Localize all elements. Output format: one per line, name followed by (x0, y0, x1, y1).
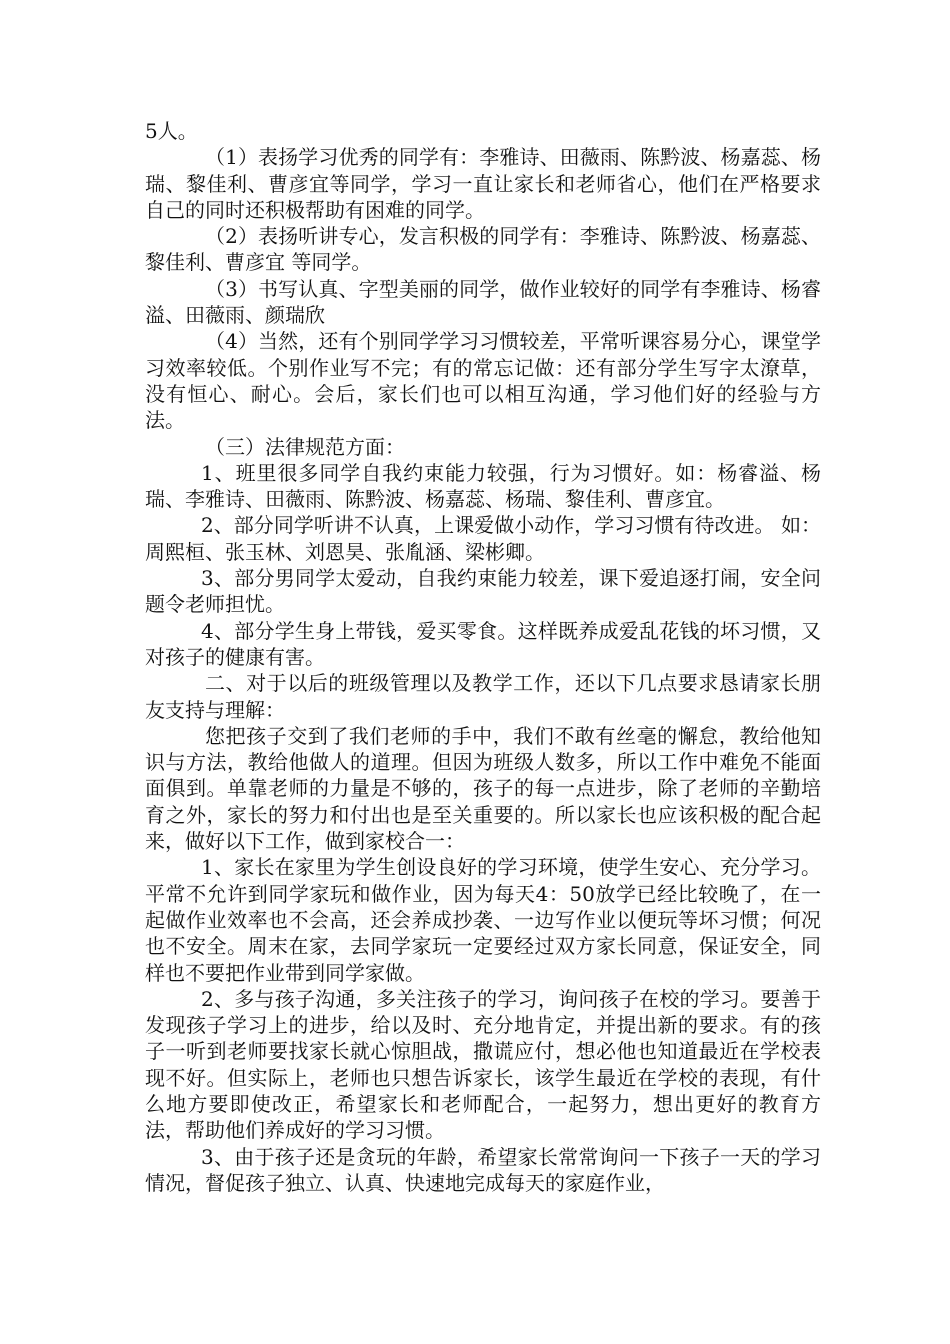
paragraph: （2）表扬听讲专心，发言积极的同学有：李雅诗、陈黔波、杨嘉蕊、黎佳利、曹彦宜 等同学。 (145, 224, 821, 275)
paragraph: 2、多与孩子沟通，多关注孩子的学习，询问孩子在校的学习。要善于发现孩子学习上的进步，给以及时、充分地肯定，并提出新的要求。有的孩子一听到老师要找家长就心惊胆战，撒谎应付，想必他也知道最近在学校表现不好。但实际上，老师也只想告诉家长，该学生最近在学校的表现，有什么地方要即使改正，希望家长和老师配合，一起努力，想出更好的教育方法，帮助他们养成好的学习习惯。 (145, 986, 821, 1143)
paragraph: 1、班里很多同学自我约束能力较强，行为习惯好。如：杨睿溢、杨瑞、李雅诗、田薇雨、陈黔波、杨嘉蕊、杨瑞、黎佳利、曹彦宜。 (145, 460, 821, 512)
paragraph: 3、部分男同学太爱动，自我约束能力较差，课下爱追逐打闹，安全问题令老师担忧。 (145, 566, 821, 617)
paragraph: 1、家长在家里为学生创设良好的学习环境，使学生安心、充分学习。平常不允许到同学家玩和做作业，因为每天4：50放学已经比较晚了，在一起做作业效率也不会高，还会养成抄袭、一边写作业以便玩等坏习惯；何况也不安全。周末在家，去同学家玩一定要经过双方家长同意，保证安全，同样也不要把作业带到同学家做。 (145, 855, 821, 985)
document-body (145, 118, 821, 1196)
paragraph: （1）表扬学习优秀的同学有：李雅诗、田薇雨、陈黔波、杨嘉蕊、杨瑞、黎佳利、曹彦宜等同学，学习一直让家长和老师省心，他们在严格要求自己的同时还积极帮助有困难的同学。 (145, 145, 821, 222)
paragraph: 3、由于孩子还是贪玩的年龄，希望家长常常询问一下孩子一天的学习情况，督促孩子独立、认真、快速地完成每天的家庭作业， (145, 1144, 821, 1195)
paragraph: （3）书写认真、字型美丽的同学，做作业较好的同学有李雅诗、杨睿溢、田薇雨、颜瑞欣 (145, 276, 821, 328)
paragraph: 4、部分学生身上带钱，爱买零食。这样既养成爱乱花钱的坏习惯，又对孩子的健康有害。 (145, 618, 821, 669)
paragraph: 5人。 (145, 119, 198, 143)
paragraph: （三）法律规范方面： (205, 434, 405, 459)
paragraph: 二、对于以后的班级管理以及教学工作，还以下几点要求恳请家长朋友支持与理解： (145, 671, 821, 722)
paragraph: 您把孩子交到了我们老师的手中，我们不敢有丝毫的懈怠，教给他知识与方法，教给他做人的道理。但因为班级人数多，所以工作中难免不能面面俱到。单靠老师的力量是不够的，孩子的每一点进步，除了老师的辛勤培育之外，家长的努力和付出也是至关重要的。所以家长也应该积极的配合起来，做好以下工作，做到家校合一： (145, 723, 821, 854)
paragraph: 2、部分同学听讲不认真，上课爱做小动作，学习习惯有待改进。 如：周熙桓、张玉林、刘恩昊、张胤涵、梁彬卿。 (145, 513, 821, 564)
paragraph: （4）当然，还有个别同学学习习惯较差，平常听课容易分心，课堂学习效率较低。个别作业写不完；有的常忘记做：还有部分学生写字太潦草，没有恒心、耐心。会后，家长们也可以相互沟通，学习他们好的经验与方法。 (145, 329, 821, 433)
